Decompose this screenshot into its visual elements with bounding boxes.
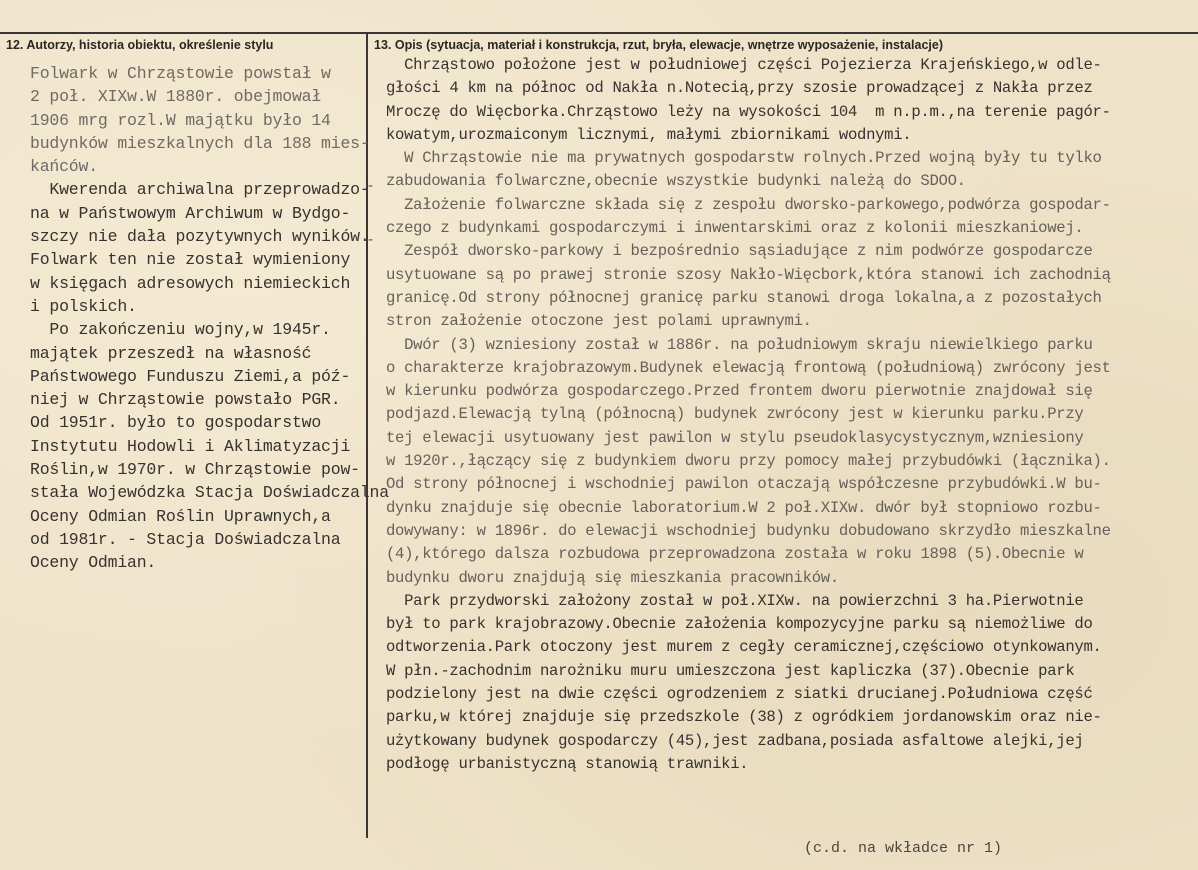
section-13-line: W płn.-zachodnim narożniku muru umieszczona jest kapliczka (37).Obecnie park	[386, 661, 1075, 680]
section-13-line: granicę.Od strony północnej granicę parku stanowi droga lokalna,a z pozostałych	[386, 288, 1102, 307]
section-13-line: dynku znajduje się obecnie laboratorium.W 2 poł.XIXw. dwór był stopniowo rozbu-	[386, 498, 1102, 517]
section-12-line: 1906 mrg rozl.W majątku było 14	[30, 110, 331, 130]
section-13-line: był to park krajobrazowy.Obecnie założenia kompozycyjne parku są niemożliwe do	[386, 615, 1093, 634]
section-12-line: na w Państwowym Archiwum w Bydgo-	[30, 203, 351, 223]
section-13-line: tej elewacji usytuowany jest pawilon w stylu pseudoklasycystycznym,wzniesiony	[386, 428, 1084, 447]
section-13-line: dowywany: w 1896r. do elewacji wschodniej budynku dobudowano skrzydło mieszkalne	[386, 521, 1111, 540]
section-13-line: głości 4 km na północ od Nakła n.Notecią,przy szosie prowadzącej z Nakła przez	[386, 79, 1093, 98]
section-13-line: podjazd.Elewacją tylną (północną) budynek zwrócony jest w kierunku parku.Przy	[386, 405, 1084, 424]
section-13-line: parku,w której znajduje się przedszkole (38) z ogródkiem jordanowskim oraz nie-	[386, 708, 1102, 727]
section-12-line: Folwark w Chrząstowie powstał w	[30, 64, 331, 83]
section-13-line: Od strony północnej i wschodniej pawilon otaczają współczesne przybudówki.W bu-	[386, 475, 1102, 494]
section-12-line: Instytutu Hodowli i Aklimatyzacji	[30, 436, 351, 456]
section-13-body	[386, 54, 1198, 776]
section-12-line: majątek przeszedł na własność	[30, 343, 312, 363]
section-13-line: Mroczę do Więcborka.Chrząstowo leży na wysokości 104 m n.p.m.,na terenie pagór-	[386, 102, 1111, 121]
section-12-line: i polskich.	[30, 296, 137, 316]
section-12-line: Folwark ten nie został wymieniony	[30, 250, 351, 270]
section-12-line: Oceny Odmian.	[30, 553, 157, 573]
section-13-line: odtworzenia.Park otoczony jest murem z cegły ceramicznej,częściowo otynkowanym.	[386, 638, 1102, 657]
section-13-line: usytuowane są po prawej stronie szosy Nakło-Więcbork,która stanowi ich zachodnią	[386, 265, 1111, 284]
section-13-line: w kierunku podwórza gospodarczego.Przed frontem dworu pierwotnie znajdował się	[386, 382, 1093, 401]
section-13-line: W Chrząstowie nie ma prywatnych gospodarstw rolnych.Przed wojną były tu tylko	[386, 149, 1102, 168]
section-13-header: 13. Opis (sytuacja, materiał i konstrukcja, rzut, bryła, elewacje, wnętrze wyposażenie, instalacje)	[374, 38, 943, 52]
section-12-header: 12. Autorzy, historia obiektu, określenie stylu	[6, 38, 274, 52]
section-12-line: od 1981r. - Stacja Doświadczalna	[30, 529, 341, 549]
section-12-line: Kwerenda archiwalna przeprowadzo-	[30, 180, 370, 200]
section-12-line: szczy nie dała pozytywnych wyników.	[30, 227, 370, 247]
section-13-line: podłogę urbanistyczną stanowią trawniki.	[386, 754, 749, 773]
section-13-line: Dwór (3) wzniesiony został w 1886r. na południowym skraju niewielkiego parku	[386, 335, 1093, 354]
section-12-line: niej w Chrząstowie powstało PGR.	[30, 390, 341, 410]
section-12-line: Państwowego Funduszu Ziemi,a póź-	[30, 366, 351, 386]
section-12-line: kańców.	[30, 157, 98, 177]
section-13-line: o charakterze krajobrazowym.Budynek elewacją frontową (południową) zwrócony jest	[386, 358, 1111, 377]
pencil-dash-mark: -	[368, 232, 374, 248]
section-13-line: w 1920r.,łączący się z budynkiem dworu przy pomocy małej przybudówki (łącznika).	[386, 452, 1111, 471]
section-13-line: Założenie folwarczne składa się z zespołu dworsko-parkowego,podwórza gospodar-	[386, 195, 1111, 214]
section-12-line: Od 1951r. było to gospodarstwo	[30, 413, 322, 433]
section-13-line: podzielony jest na dwie części ogrodzeniem z siatki drucianej.Południowa część	[386, 685, 1093, 704]
section-13-line: kowatym,urozmaiconym licznymi, małymi zbiornikami wodnymi.	[386, 125, 912, 144]
section-13-line: stron założenie otoczone jest polami uprawnymi.	[386, 312, 812, 331]
top-rule	[0, 32, 1198, 34]
section-12-line: budynków mieszkalnych dla 188 mies-	[30, 133, 370, 153]
section-12-line: Roślin,w 1970r. w Chrząstowie pow-	[30, 460, 360, 480]
section-12-line: 2 poł. XIXw.W 1880r. obejmował	[30, 87, 322, 107]
section-13-line: Park przydworski założony został w poł.XIXw. na powierzchni 3 ha.Pierwotnie	[386, 591, 1084, 610]
section-12-line: w księgach adresowych niemieckich	[30, 273, 351, 293]
section-12-line: Oceny Odmian Roślin Uprawnych,a	[30, 506, 331, 526]
section-12-body	[30, 62, 389, 575]
section-12-line: stała Wojewódzka Stacja Doświadczalna	[30, 483, 389, 503]
pencil-dash-mark: -	[368, 178, 374, 194]
section-12-line: Po zakończeniu wojny,w 1945r.	[30, 320, 331, 340]
continuation-note: (c.d. na wkładce nr 1)	[804, 840, 1003, 857]
section-13-line: Zespół dworsko-parkowy i bezpośrednio sąsiadujące z nim podwórze gospodarcze	[386, 242, 1093, 261]
section-13-line: zabudowania folwarczne,obecnie wszystkie budynki należą do SDOO.	[386, 172, 966, 191]
section-13-line: Chrząstowo położone jest w południowej części Pojezierza Krajeńskiego,w odle-	[386, 56, 1102, 74]
section-13-line: czego z budynkami gospodarczymi i inwentarskimi oraz z kolonii mieszkaniowej.	[386, 219, 1084, 238]
section-13-line: użytkowany budynek gospodarczy (45),jest zadbana,posiada asfaltowe alejki,jej	[386, 731, 1084, 750]
section-13-line: budynku dworu znajdują się mieszkania pracowników.	[386, 568, 839, 587]
section-13-line: (4),którego dalsza rozbudowa przeprowadzona została w roku 1898 (5).Obecnie w	[386, 545, 1084, 564]
